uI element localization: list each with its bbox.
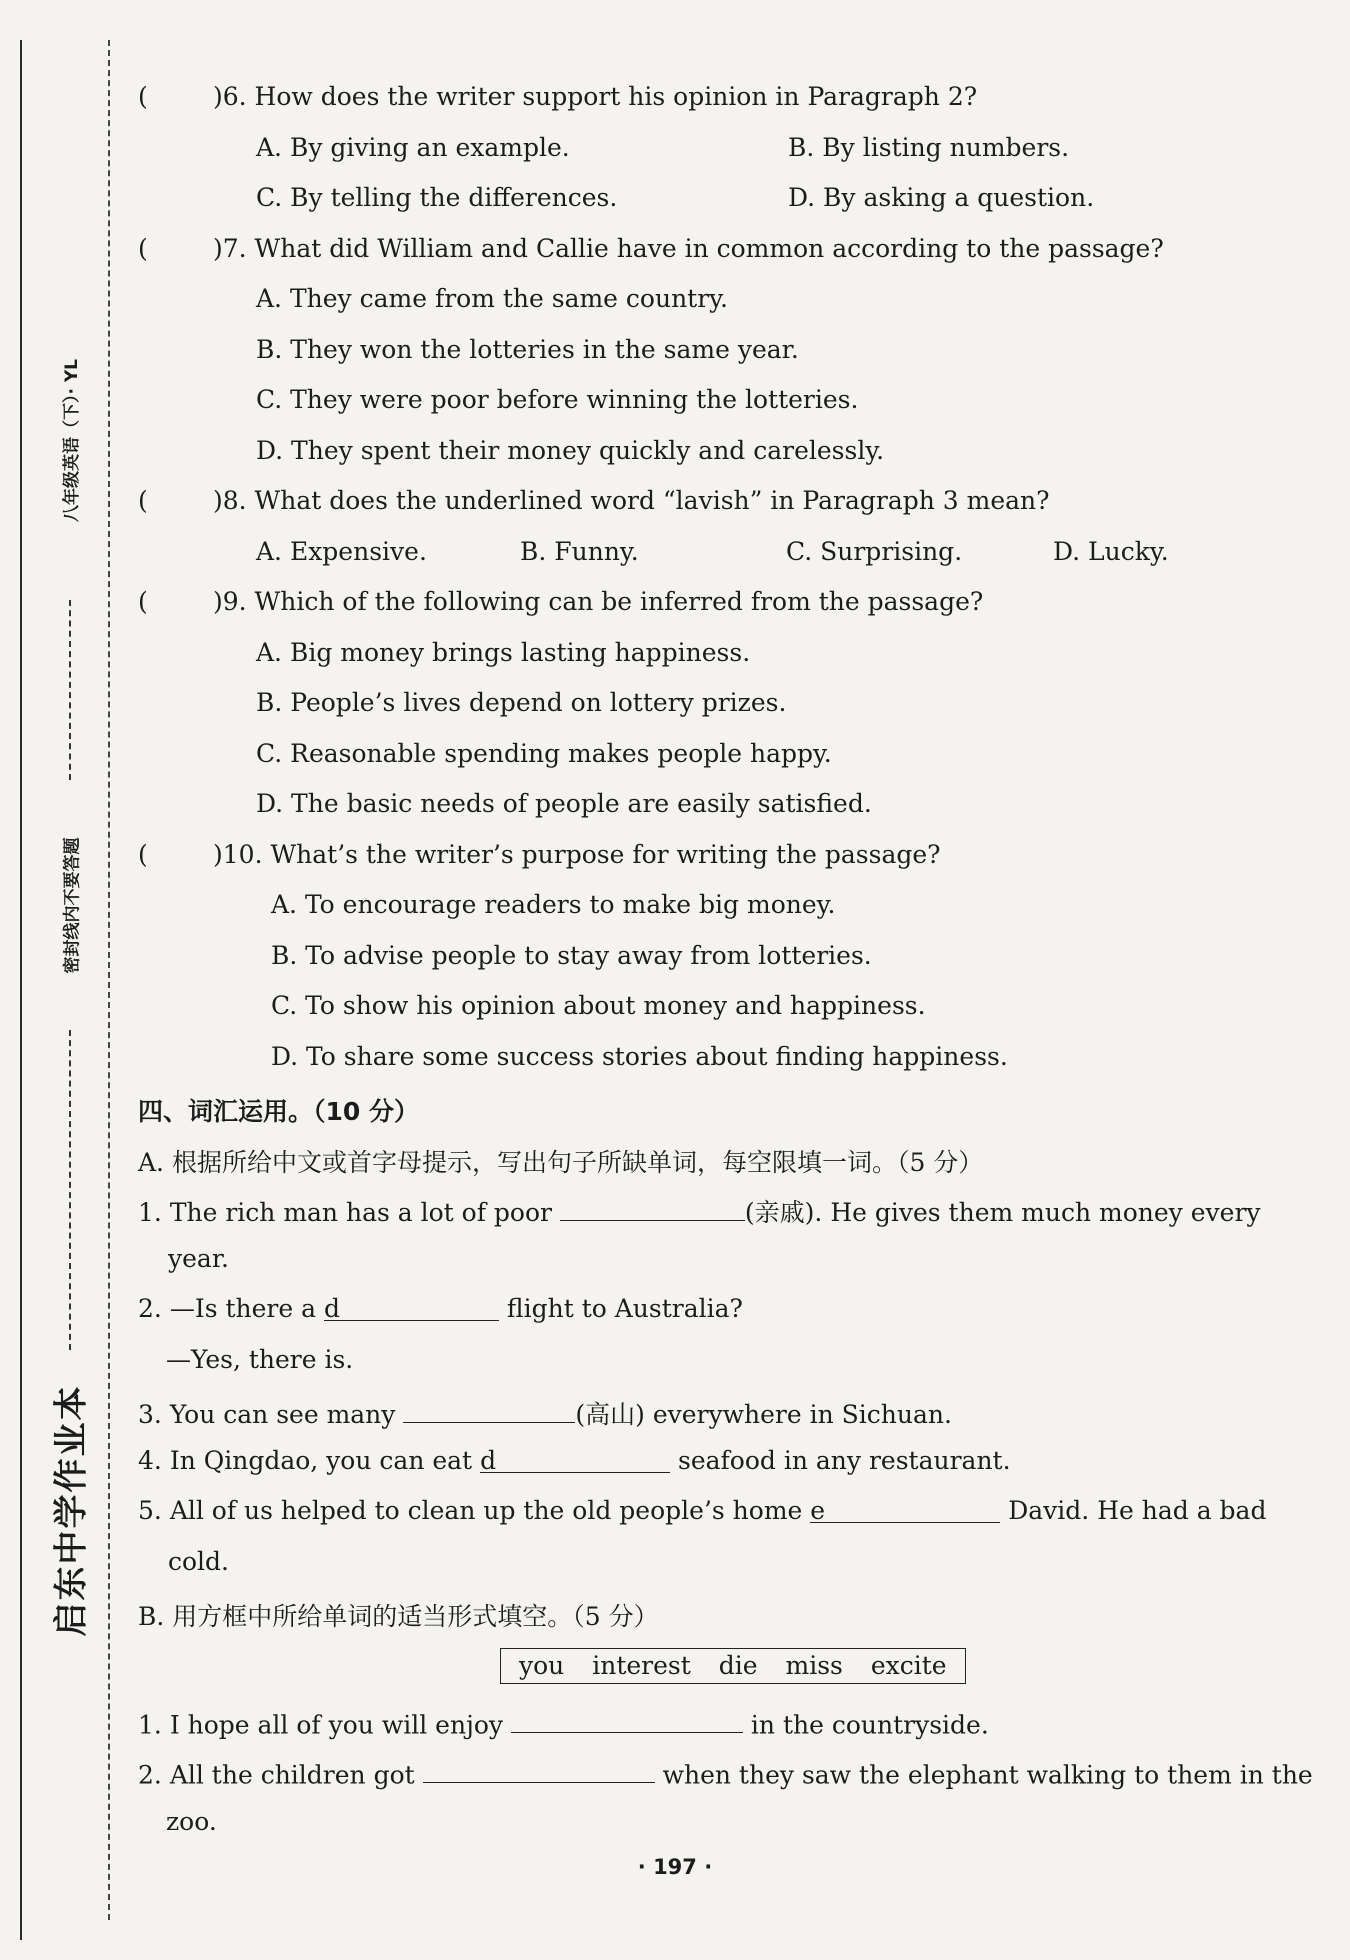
initial-hint: d	[323, 1294, 340, 1323]
fill-item-a2-cont	[138, 1345, 1318, 1396]
item-text: You can see many	[169, 1400, 396, 1429]
options-row	[138, 739, 1318, 790]
item-text: In Qingdao, you can eat	[169, 1445, 473, 1475]
word-box-item: miss	[785, 1650, 843, 1680]
option-d: D. The basic needs of people are easily satisfied.	[256, 789, 872, 818]
option-d: D. They spent their money quickly and carelessly.	[256, 435, 885, 465]
fill-item-a2	[138, 1294, 1318, 1345]
brand-title: 启东中学作业本	[51, 1384, 92, 1636]
answer-bracket[interactable]: (	[138, 82, 148, 111]
binding-solid-line	[20, 40, 22, 1940]
page-content	[138, 82, 1318, 1857]
item-number: 4.	[138, 1445, 162, 1475]
word-box-item: interest	[592, 1650, 691, 1680]
options-row	[138, 1042, 1318, 1093]
question-8	[138, 486, 1318, 537]
word-box-row	[138, 1648, 1318, 1706]
fill-item-a5	[138, 1496, 1318, 1547]
margin-dash-bottom	[69, 1030, 71, 1350]
initial-hint: d	[480, 1445, 497, 1475]
option-a: A. To encourage readers to make big money.	[271, 890, 836, 919]
item-number: 2.	[138, 1294, 162, 1323]
item-text: in the countryside.	[750, 1709, 989, 1739]
option-a: A. By giving an example.	[256, 132, 570, 162]
option-d: D. Lucky.	[1053, 536, 1169, 566]
binding-margin	[0, 0, 125, 1960]
answer-bracket[interactable]: (	[138, 839, 148, 869]
answer-blank[interactable]	[480, 1446, 670, 1473]
option-b: B. By listing numbers.	[788, 132, 1070, 162]
item-text: I hope all of you will enjoy	[169, 1709, 504, 1739]
item-text: year.	[168, 1243, 229, 1273]
item-text: All of us helped to clean up the old people’s home	[169, 1496, 803, 1525]
question-9	[138, 587, 1318, 638]
option-a: A. Big money brings lasting happiness.	[256, 637, 751, 667]
word-box-item: die	[718, 1650, 758, 1680]
option-b: B. People’s lives depend on lottery prizes.	[256, 688, 787, 717]
option-c: C. They were poor before winning the lotteries.	[256, 385, 859, 414]
answer-blank[interactable]	[403, 1396, 575, 1423]
fill-item-a3	[138, 1395, 1318, 1446]
item-text: (高山) everywhere in Sichuan.	[575, 1400, 952, 1429]
item-text: when they saw the elephant walking to them in the	[662, 1760, 1313, 1790]
option-d: D. By asking a question.	[788, 183, 1095, 212]
options-row	[138, 133, 1318, 184]
fill-item-a4	[138, 1446, 1318, 1497]
options-row	[138, 335, 1318, 386]
options-row	[138, 789, 1318, 840]
answer-blank[interactable]	[560, 1194, 745, 1221]
item-text: cold.	[168, 1546, 229, 1576]
part-a-instruction: A. 根据所给中文或首字母提示，写出句子所缺单词，每空限填一词。（5 分）	[138, 1147, 984, 1177]
item-number: 5.	[138, 1496, 162, 1525]
options-row	[138, 688, 1318, 739]
fill-item-a1-cont	[138, 1244, 1318, 1295]
item-text: David. He had a bad	[1008, 1496, 1267, 1525]
options-row	[138, 991, 1318, 1042]
item-text: The rich man has a lot of poor	[169, 1198, 552, 1227]
question-6	[138, 82, 1318, 133]
item-text: seafood in any restaurant.	[678, 1445, 1011, 1475]
word-box	[500, 1648, 966, 1684]
section-heading: 四、词汇运用。（10 分）	[138, 1097, 419, 1126]
option-a: A. They came from the same country.	[256, 284, 728, 313]
answer-blank[interactable]	[423, 1756, 655, 1783]
options-row	[138, 183, 1318, 234]
item-number: 1.	[138, 1709, 162, 1739]
item-text: zoo.	[166, 1806, 217, 1836]
options-row	[138, 941, 1318, 992]
item-text: All the children got	[169, 1760, 415, 1790]
fill-item-b2	[138, 1756, 1318, 1807]
option-b: B. Funny.	[520, 536, 639, 566]
option-c: C. To show his opinion about money and happiness.	[271, 991, 926, 1020]
question-text: )6. How does the writer support his opinion in Paragraph 2?	[213, 82, 978, 111]
option-d: D. To share some success stories about finding happiness.	[271, 1041, 1008, 1071]
item-number: 2.	[138, 1760, 162, 1790]
item-text: —Yes, there is.	[166, 1344, 354, 1374]
word-box-item: you	[519, 1650, 565, 1680]
answer-bracket[interactable]: (	[138, 587, 148, 616]
option-c: C. Reasonable spending makes people happy.	[256, 738, 832, 768]
answer-blank[interactable]	[324, 1294, 499, 1321]
question-7	[138, 234, 1318, 285]
option-b: B. They won the lotteries in the same year.	[256, 334, 799, 364]
word-box-item: excite	[870, 1650, 947, 1680]
item-text: —Is there a	[169, 1294, 317, 1323]
option-b: B. To advise people to stay away from lotteries.	[271, 940, 872, 970]
fill-item-a1	[138, 1193, 1318, 1244]
option-c: C. Surprising.	[786, 536, 963, 566]
initial-hint: e	[810, 1496, 826, 1525]
margin-dash-top	[69, 600, 71, 780]
item-text: flight to Australia?	[506, 1294, 743, 1323]
item-number: 1.	[138, 1198, 162, 1227]
options-row	[138, 638, 1318, 689]
fill-item-b2-cont	[138, 1807, 1318, 1858]
part-b-instruction: B. 用方框中所给单词的适当形式填空。（5 分）	[138, 1602, 659, 1631]
question-text: )7. What did William and Callie have in common according to the passage?	[213, 233, 1164, 263]
item-text: (亲戚). He gives them much money every	[744, 1198, 1261, 1227]
answer-bracket[interactable]: (	[138, 233, 148, 263]
fill-item-b1	[138, 1706, 1318, 1757]
seal-warning: 密封线内不要答题	[62, 837, 83, 973]
fill-item-a5-cont	[138, 1547, 1318, 1598]
answer-blank[interactable]	[810, 1496, 1000, 1523]
options-row	[138, 284, 1318, 335]
book-info: 八年级英语（下）· YL	[62, 358, 83, 522]
options-row	[138, 436, 1318, 487]
options-row	[138, 890, 1318, 941]
question-text: )8. What does the underlined word “lavish” in Paragraph 3 mean?	[213, 486, 1050, 515]
seal-dashed-line	[108, 40, 110, 1920]
answer-bracket[interactable]: (	[138, 486, 148, 515]
question-text: )10. What’s the writer’s purpose for writing the passage?	[213, 839, 941, 869]
option-a: A. Expensive.	[256, 536, 427, 566]
options-row	[138, 385, 1318, 436]
options-row	[138, 537, 1318, 588]
page-number: · 197 ·	[637, 1855, 713, 1879]
question-text: )9. Which of the following can be inferred from the passage?	[213, 587, 984, 616]
question-10	[138, 840, 1318, 891]
option-c: C. By telling the differences.	[256, 183, 618, 212]
item-number: 3.	[138, 1400, 162, 1429]
answer-blank[interactable]	[511, 1706, 743, 1733]
